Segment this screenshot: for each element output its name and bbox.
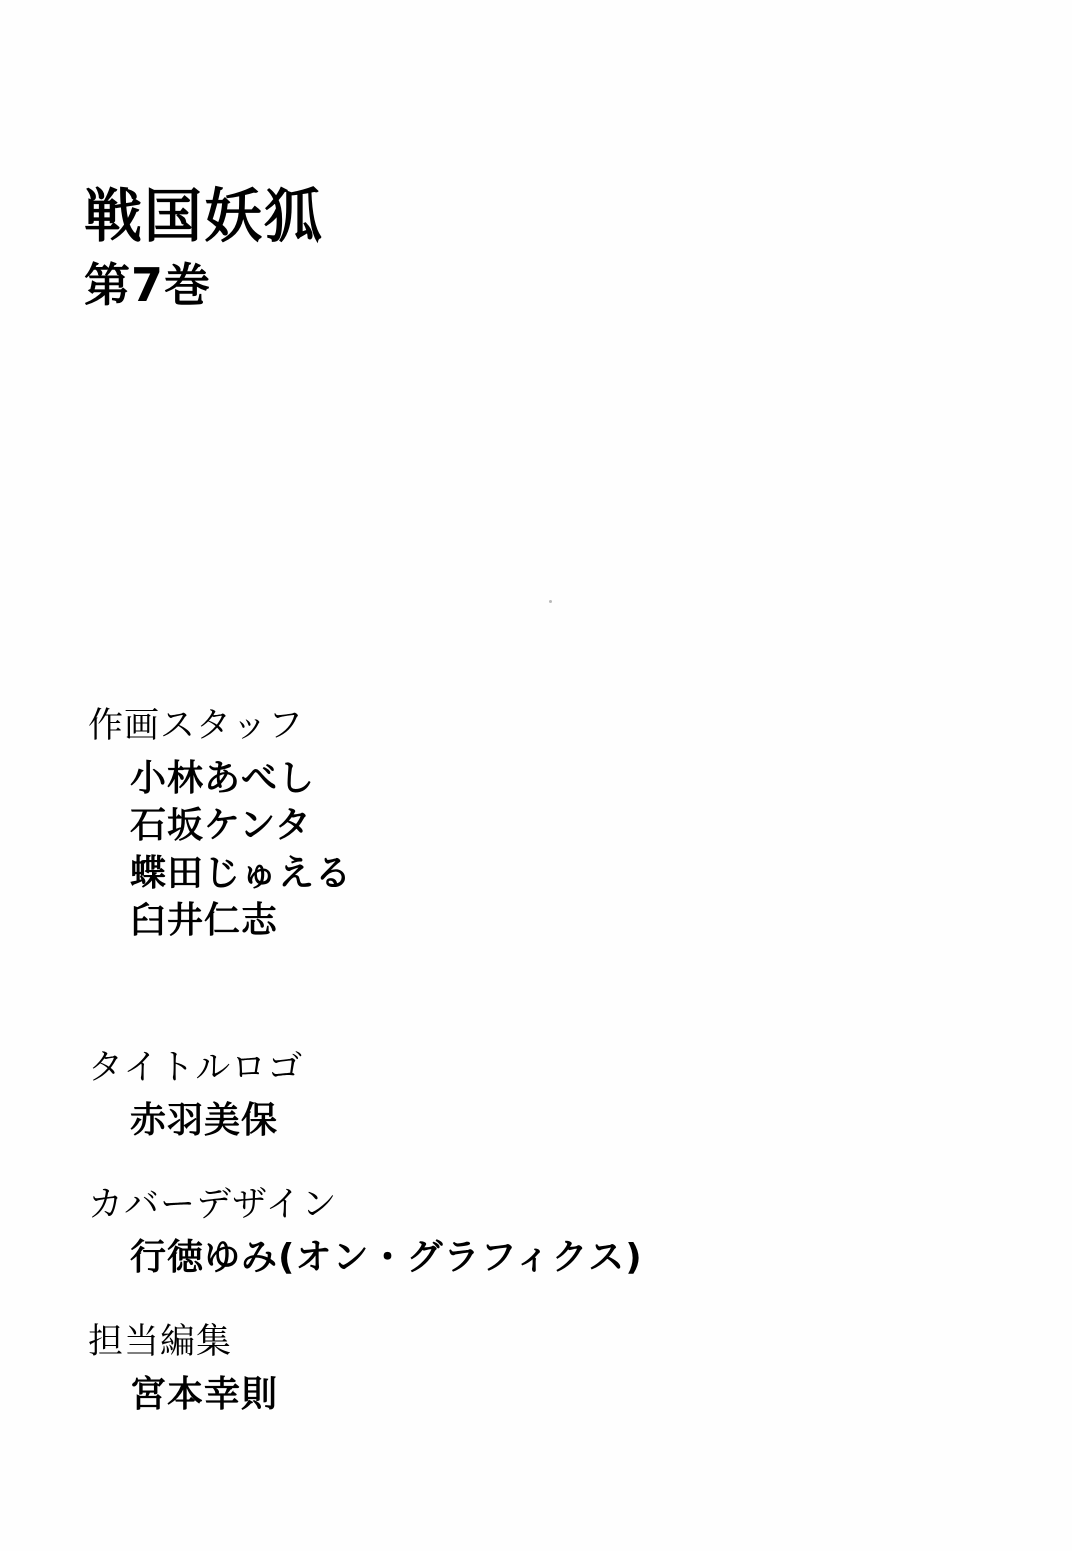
credit-name: 小林あべし	[130, 757, 316, 799]
credit-group-cover-design	[88, 1184, 948, 1281]
credit-heading: 作画スタッフ	[88, 706, 305, 746]
credit-name: 蝶田じゅえる	[130, 852, 353, 894]
credit-group-logo	[88, 1047, 948, 1144]
credit-name: 宮本幸則	[130, 1374, 279, 1416]
credit-name: 石坂ケンタ	[130, 805, 312, 847]
credits-spacer	[88, 991, 948, 1047]
credit-name: 行徳ゆみ(オン・グラフィクス)	[130, 1236, 643, 1278]
stray-mark	[549, 600, 552, 603]
credits-list	[88, 705, 948, 1465]
volume-label: 第7巻	[84, 257, 212, 312]
credit-name: 臼井仁志	[130, 900, 279, 942]
credit-group-staff	[88, 705, 948, 945]
credit-group-editor	[88, 1321, 948, 1418]
page-title: 戦国妖狐	[84, 182, 325, 250]
credit-name: 赤羽美保	[130, 1099, 279, 1141]
title-block	[84, 182, 325, 312]
credit-heading: タイトルロゴ	[88, 1047, 304, 1088]
credit-heading: カバーデザイン	[88, 1185, 338, 1226]
credit-heading: 担当編集	[88, 1322, 233, 1363]
